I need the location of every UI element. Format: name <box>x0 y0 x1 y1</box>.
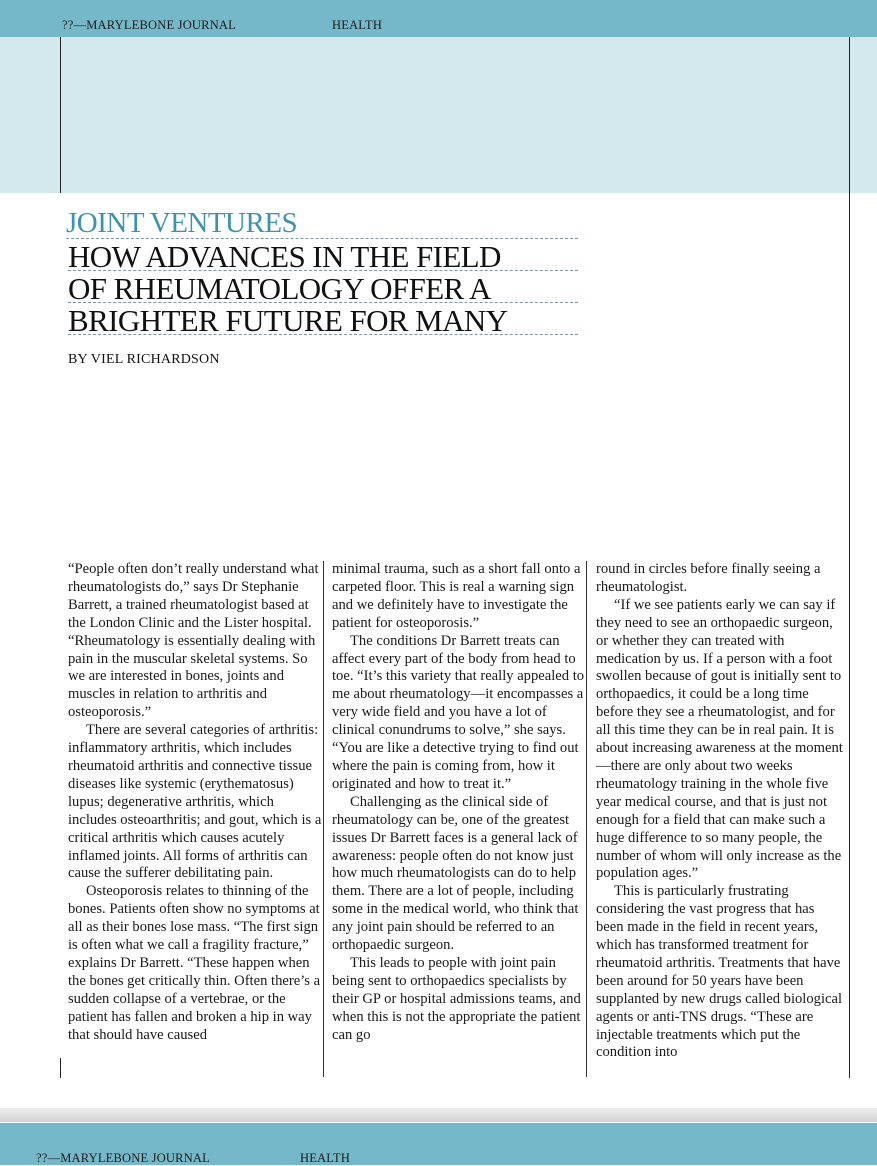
headline-underline <box>68 334 578 335</box>
column-rule <box>323 561 324 1077</box>
body-paragraph: “If we see patients early we can say if they need to see an orthopaedic surgeon, or whether they can treated with medication by us. If a person with a foot swollen because of gout is initially sent to orthopaedics, it could be a long time before they see a rheumatologist, and for all this time they can be in real pain. It is about increasing awareness at the moment—there are only about two weeks rheumatology training in the whole five year medical course, and that is just not enough for a field that can make such a huge difference to so many people, the number of whom will only increase as the population ages.” <box>596 596 843 882</box>
headline-underline <box>68 270 578 271</box>
running-head <box>62 18 383 33</box>
headline-line: BRIGHTER FUTURE FOR MANY <box>68 303 508 338</box>
running-head-section: HEALTH <box>332 18 383 32</box>
byline: BY VIEL RICHARDSON <box>68 352 220 367</box>
body-paragraph: Challenging as the clinical side of rheumatology can be, one of the greatest issues Dr Barrett faces is a general lack of awareness: people often do not know just how much rheumatologists can do to help them. There are a lot of people, including some in the medical world, who think that any joint pain should be referred to an orthopaedic surgeon. <box>332 793 579 954</box>
body-paragraph: This is particularly frustrating considering the vast progress that has been made in the field in recent years, which has transformed treatment for rheumatoid arthritis. Treatments that have been around for 50 years have been supplanted by new drugs called biological agents or anti-TNS drugs. “These are injectable treatments which put the condition into <box>596 883 843 1061</box>
article-headline <box>68 241 588 337</box>
body-paragraph: This leads to people with joint pain being sent to orthopaedics specialists by their GP or hospital admissions teams, and when this is not the appropriate the patient can go <box>332 954 581 1043</box>
body-column-1 <box>68 561 326 1044</box>
body-paragraph: There are several categories of arthritis: inflammatory arthritis, which includes rheumatoid arthritis and connective tissue diseases like systemic (erythematosus) lupus; degenerative arthritis, which includes osteoarthritis; and gout, which is a critical arthritis which causes acutely inflamed joints. All forms of arthritis can cause the sufferer debilitating pain. <box>68 722 322 882</box>
body-paragraph: The conditions Dr Barrett treats can affect every part of the body from head to toe. “It’s this variety that really appealed to me about rheumatology—it encompasses a very wide field and you have a lot of clinical conundrums to solve,” she says. “You are like a detective trying to find out where the pain is coming from, how it originated and how to treat it.” <box>332 632 585 792</box>
body-column-3 <box>596 561 844 1062</box>
running-head-folio: ??—MARYLEBONE JOURNAL <box>36 1151 210 1165</box>
left-frame-rule <box>60 37 61 193</box>
header-image-band <box>0 37 877 193</box>
next-page-running-head <box>36 1151 351 1166</box>
left-bottom-rule <box>60 1058 61 1078</box>
headline-line: HOW ADVANCES IN THE FIELD <box>68 239 501 274</box>
body-paragraph: round in circles before finally seeing a rheumatologist. <box>596 561 821 595</box>
running-head-section: HEALTH <box>300 1151 351 1165</box>
body-paragraph: minimal trauma, such as a short fall onto a carpeted floor. This is real a warning sign and we definitely have to investigate the patient for osteoporosis.” <box>332 561 581 631</box>
article-kicker: JOINT VENTURES <box>66 207 298 239</box>
body-column-2 <box>332 561 590 1044</box>
body-paragraph: Osteoporosis relates to thinning of the bones. Patients often show no symptoms at all as their bones lose mass. “The first sign is often what we call a fragility fracture,” explains Dr Barrett. “These happen when the bones get critically thin. Often there’s a sudden collapse of a vertebrae, or the patient has fallen and broken a hip in way that should have caused <box>68 883 321 1043</box>
body-paragraph: “People often don’t really understand what rheumatologists do,” says Dr Stephanie Barrett, a trained rheumatologist based at the London Clinic and the Lister hospital. “Rheumatology is essentially dealing with pain in the muscular skeletal systems. So we are interested in bones, joints and muscles in relation to arthritis and osteoporosis.” <box>68 561 319 721</box>
headline-line: OF RHEUMATOLOGY OFFER A <box>68 271 491 306</box>
headline-underline <box>68 302 578 303</box>
page-gap <box>0 1108 877 1122</box>
column-rule <box>586 561 587 1077</box>
right-frame-rule <box>849 37 850 1078</box>
running-head-folio: ??—MARYLEBONE JOURNAL <box>62 18 236 32</box>
